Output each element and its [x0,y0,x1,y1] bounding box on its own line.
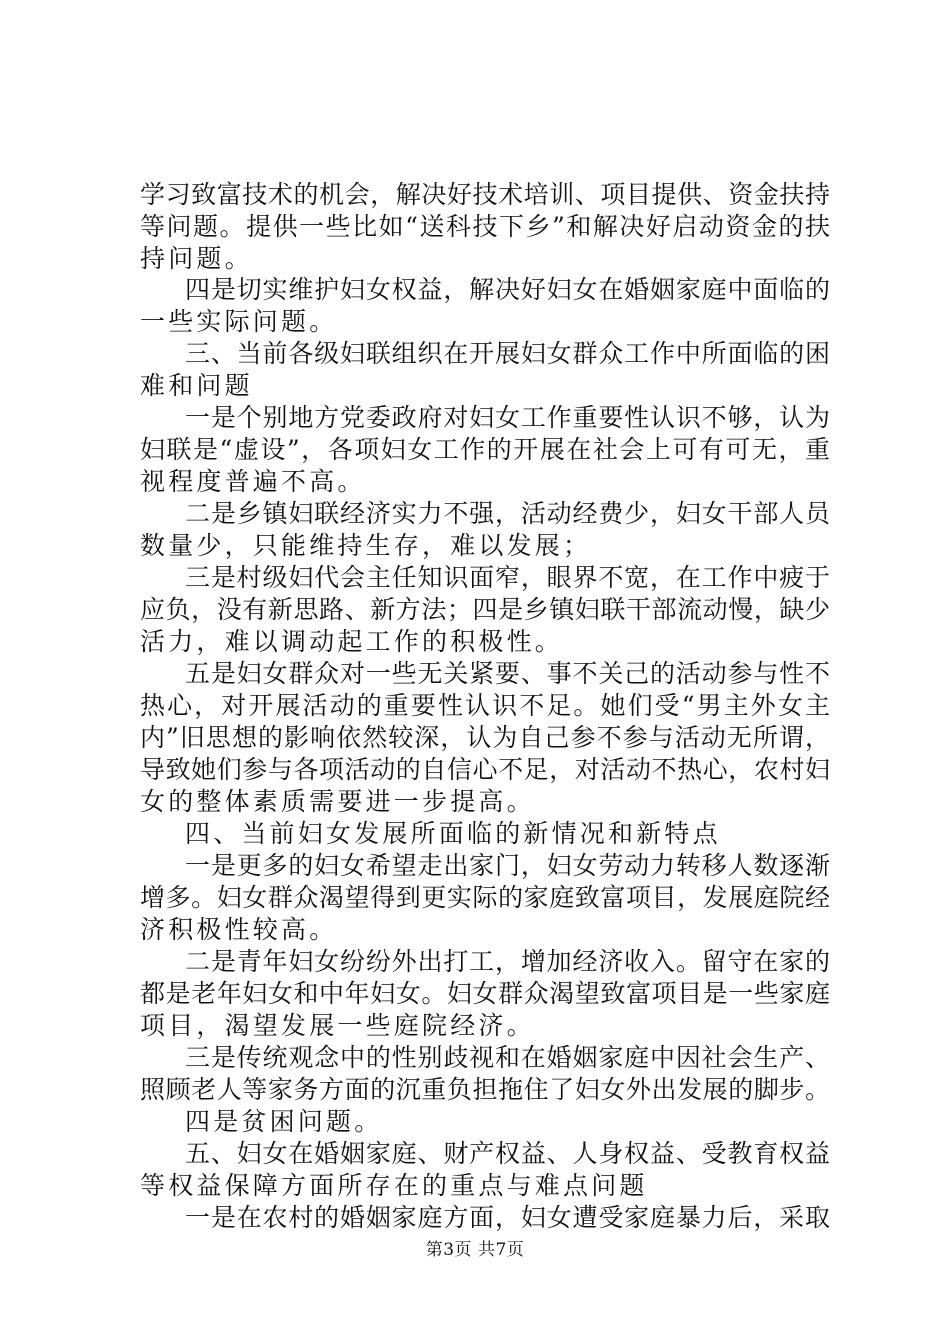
text-line: 一是更多的妇女希望走出家门，妇女劳动力转移人数逐渐 [185,851,830,880]
text-line: 学习致富技术的机会，解决好技术培训、项目提供、资金扶持 [140,180,830,209]
section-heading: 五、妇女在婚姻家庭、财产权益、人身权益、受教育权益 [185,1139,830,1168]
text-line: 数量少，只能维持生存，难以发展； [140,531,592,560]
text-line: 三是村级妇代会主任知识面窄，眼界不宽，在工作中疲于 [185,563,830,592]
text-line: 妇联是“虚设”，各项妇女工作的开展在社会上可有可无，重 [140,435,830,464]
text-line: 二是青年妇女纷纷外出打工，增加经济收入。留守在家的 [185,947,830,976]
text-line: 内”旧思想的影响依然较深，认为自己参不参与活动无所谓， [140,723,830,752]
text-line: 照顾老人等家务方面的沉重负担拖住了妇女外出发展的脚步。 [140,1075,830,1104]
text-line: 四是切实维护妇女权益，解决好妇女在婚姻家庭中面临的 [185,275,830,304]
text-line: 一些实际问题。 [140,307,338,336]
text-line: 增多。妇女群众渴望得到更实际的家庭致富项目，发展庭院经 [140,883,830,912]
section-heading: 难和问题 [140,371,253,400]
text-line: 视程度普遍不高。 [140,467,366,496]
text-line: 活力，难以调动起工作的积极性。 [140,627,564,656]
text-line: 三是传统观念中的性别歧视和在婚姻家庭中因社会生产、 [185,1043,830,1072]
section-heading: 等权益保障方面所存在的重点与难点问题 [140,1171,648,1200]
text-line: 女的整体素质需要进一步提高。 [140,787,535,816]
text-line: 等问题。提供一些比如“送科技下乡”和解决好启动资金的扶 [140,212,830,241]
text-line: 二是乡镇妇联经济实力不强，活动经费少，妇女干部人员 [185,499,830,528]
page-number: 第3页 共7页 [425,1240,525,1260]
text-line: 热心，对开展活动的重要性认识不足。她们受“男主外女主 [140,691,830,720]
text-line: 都是老年妇女和中年妇女。妇女群众渴望致富项目是一些家庭 [140,979,830,1008]
text-line: 济积极性较高。 [140,915,338,944]
text-line: 一是个别地方党委政府对妇女工作重要性认识不够，认为 [185,403,830,432]
text-line: 持问题。 [140,244,253,273]
text-line: 五是妇女群众对一些无关紧要、事不关己的活动参与性不 [185,659,830,688]
section-heading: 三、当前各级妇联组织在开展妇女群众工作中所面临的困 [185,339,830,368]
text-line: 导致她们参与各项活动的自信心不足，对活动不热心，农村妇 [140,755,830,784]
text-line: 应负，没有新思路、新方法；四是乡镇妇联干部流动慢，缺少 [140,595,830,624]
text-line: 一是在农村的婚姻家庭方面，妇女遭受家庭暴力后，采取 [185,1203,830,1232]
text-line: 四是贫困问题。 [185,1107,383,1136]
section-heading: 四、当前妇女发展所面临的新情况和新特点 [185,819,721,848]
text-line: 项目，渴望发展一些庭院经济。 [140,1011,535,1040]
